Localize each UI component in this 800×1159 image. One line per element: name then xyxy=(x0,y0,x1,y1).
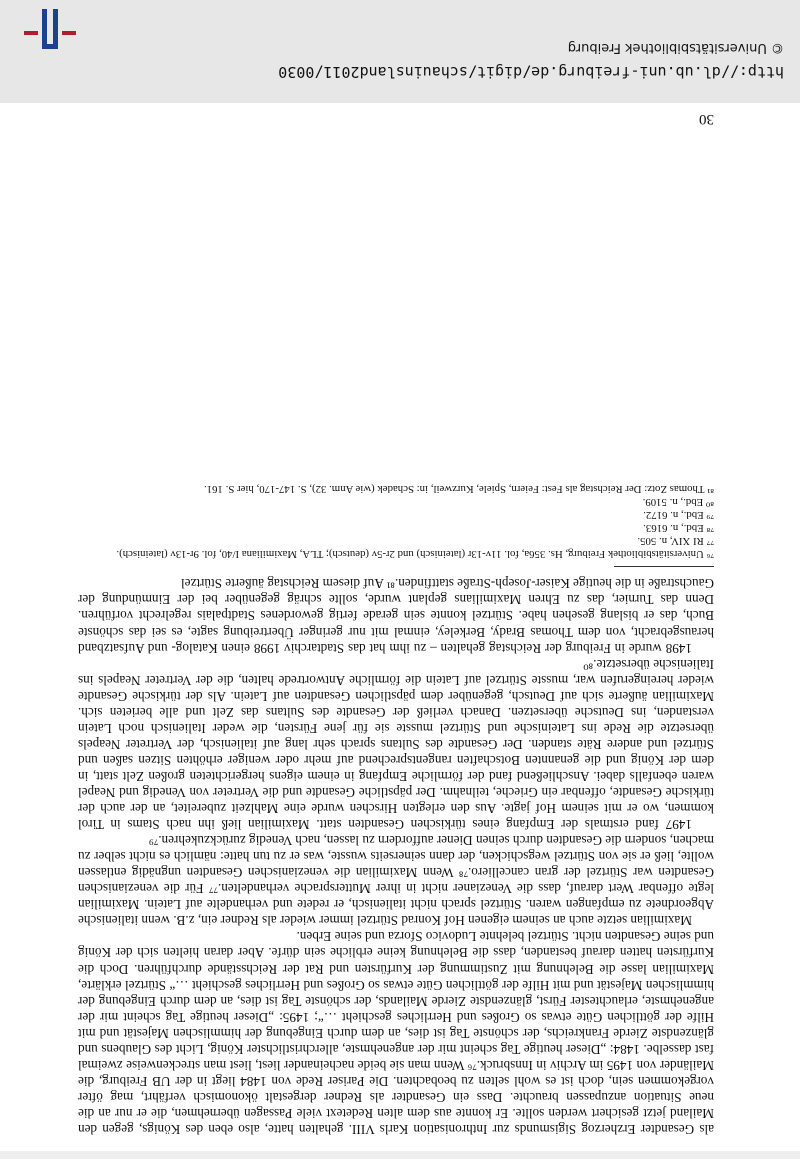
footnote-78: ⁷⁸ Ebd., n. 6163. xyxy=(643,522,714,535)
footnote-80: ⁸⁰ Ebd., n. 5109. xyxy=(642,496,714,509)
paragraph-1: als Gesandter Erzherzog Sigismunds zur Inthronisation Karls VIII. gehalten hatte, also eben des Königs, gegen den Mailand jetzt gesichert werden sollte. Er konnte aus dem alten Redetext viele Passagen übernehmen, die er nur an die neue Situation anzupassen brauchte. Dass ein Gesandter als Redner dergestalt ökonomisch verfährt, mag öfter vorgekommen sein, doch ist es wohl selten zu beobachten. Die Pariser Rede von 1484 liegt in der UB Freiburg, die Mailänder von 1495 im Archiv in Innsbruck.⁷⁶ Wenn man sie beide nacheinander liest, liest man streckenweise zweimal fast dasselbe. 1484: „Dieser heutige Tag scheint mir der angenehmste, allerchristlichster König, Licht des Glaubens und glänzendste Zierde Frankreichs, der schönste Tag ist dies, an dem durch Eingebung der himmlischen Majestät und mit Hilfe der göttlichen Güte etwas so Großes und Herrliches geschieht …“; 1495: „Dieser heutige Tag scheint mir der angenehmste, erlauchtester Fürst, glänzendste Zierde Mailands, der schönste Tag ist dies, an dem durch Eingebung der himmlischen Majestät und mit Hilfe der göttlichen Güte etwas so Großes und Herrliches geschieht …“ Stürtzel erklärte, Maximilian lasse die Belehnung mit Zustimmung der Kurfürsten und Rat der Reichsstände durchführen. Doch die Kurfürsten hatten darauf bestanden, dass die Belehnung keine erbliche sein dürfe. Aber daran hielten sich der König und seine Gesandten nicht. Stürtzel belehnte Ludovico Sforza und seine Erben. xyxy=(78,929,714,1137)
logo-blue-bar-right xyxy=(42,9,47,49)
viewer-edge-strip xyxy=(0,1151,800,1159)
footnote-77: ⁷⁷ RI XIV, n. 505. xyxy=(637,535,714,548)
logo-red-bar-right xyxy=(24,31,38,35)
book-page xyxy=(78,111,714,1137)
paragraph-4: 1498 wurde in Freiburg der Reichstag gehalten – zu ihm hat das Stadtarchiv 1998 einen Katalog- und Aufsatzband herausgebracht, von dem Thomas Brady, Berkeley, einmal mit nur geringer Übertreibung sagte, es sei das schönste Buch, das er bislang gesehen habe. Stürtzel konnte sein gerade fertig gewordenes Stadtpalais regelrecht vorführen. Denn das Turnier, das zu Ehren Maximilians geplant wurde, sollte schräg gegenüber bei der Einmündung der Gauchstraße in die heutige Kaiser-Joseph-Straße stattfinden.⁸¹ Auf diesem Reichstag äußerte Stürtzel xyxy=(78,576,714,656)
source-url-link[interactable]: http://dl.ub.uni-freiburg.de/digit/schauinsland2011/0030 xyxy=(278,63,784,81)
logo-blue-bar-left xyxy=(53,9,58,49)
paragraph-2: Maximilian setzte auch an seinem eigenen Hof Konrad Stürtzel immer wieder als Redner ein, z.B. wenn italienische Abgeordnete zu empfangen waren. Stürtzel sprach nicht italienisch, er redete und verhandelte auf Latein. Maximilian legte offenbar Wert darauf, dass die Venezianer nicht in ihrer Muttersprache verhandelten.⁷⁷ Für die venezianischen Gesandten war Stürtzel der gran cancelliero.⁷⁸ Wenn Maximilian die venezianischen Gesandten ungnädig entlassen wollte, ließ er sie von Stürtzel wegschicken, der dann seinerseits wusste, was er zu tun hatte: nämlich es nicht selber zu machen, sondern die Gesandten durch seinen Diener auffordern zu lassen, nach Venedig zurückzukehren.⁷⁹ xyxy=(78,833,714,929)
footnote-79: ⁷⁹ Ebd., n. 6172. xyxy=(643,509,714,522)
page-number: 30 xyxy=(699,111,714,127)
logo-red-bar-left xyxy=(62,31,76,35)
university-library-logo xyxy=(20,5,80,53)
footnote-separator xyxy=(614,566,714,567)
paragraph-3: 1497 fand erstmals der Empfang eines türkischen Gesandten statt. Maximilian ließ ihn nach Stams in Tirol kommen, wo er mit seinem Hof jagte. Aus den erlegten Hirschen wurde eine Mahlzeit zubereitet, an der auch der türkische Gesandte, offenbar ein Grieche, teilnahm. Der päpstliche Gesandte und die Vertreter von Venedig und Neapel waren ebenfalls dabei. Anschließend fand der förmliche Empfang in einem eigens hergerichteten großen Zelt statt, in dem der König und die genannten Botschaften rangentsprechend auf mehr oder weniger erhöhten Sitzen saßen und Stürtzel und andere Räte standen. Der Gesandte des Sultans sprach sehr lang auf italienisch, der Vertreter Neapels übersetzte die Rede ins Lateinische und Stürtzel musste sie für jene Fürsten, die weder Italienisch noch Latein verstanden, ins Deutsche übersetzen. Danach verließ der Gesandte des Sultans das Zelt und alle berieten sich. Maximilian äußerte sich auf Deutsch, gegenüber dem päpstlichen Gesandten auf Latein. Als der türkische Gesandte wieder hereingerufen war, musste Stürtzel auf Latein die förmliche Antwortrede halten, die der Vertreter Neapels ins Italienische übersetzte.⁸⁰ xyxy=(78,656,714,833)
logo-blue-cap xyxy=(42,44,58,49)
footer-bar xyxy=(0,0,800,103)
library-credit: © Universitätsbibliothek Freiburg xyxy=(567,40,784,55)
footnote-81: ⁸¹ Thomas Zotz: Der Reichstag als Fest: Feiern, Spiele, Kurzweil, in: Schadek (wie Anm. 32), S. 147-170, hier S. 161. xyxy=(204,483,714,496)
footnote-76: ⁷⁶ Universitätsbibliothek Freiburg, Hs. 356a, fol. 11v-13r (lateinisch) und 2r-5v (deutsch); TLA, Maximiliana I/40, fol. 9r-13v (lateinisch). xyxy=(116,548,714,561)
